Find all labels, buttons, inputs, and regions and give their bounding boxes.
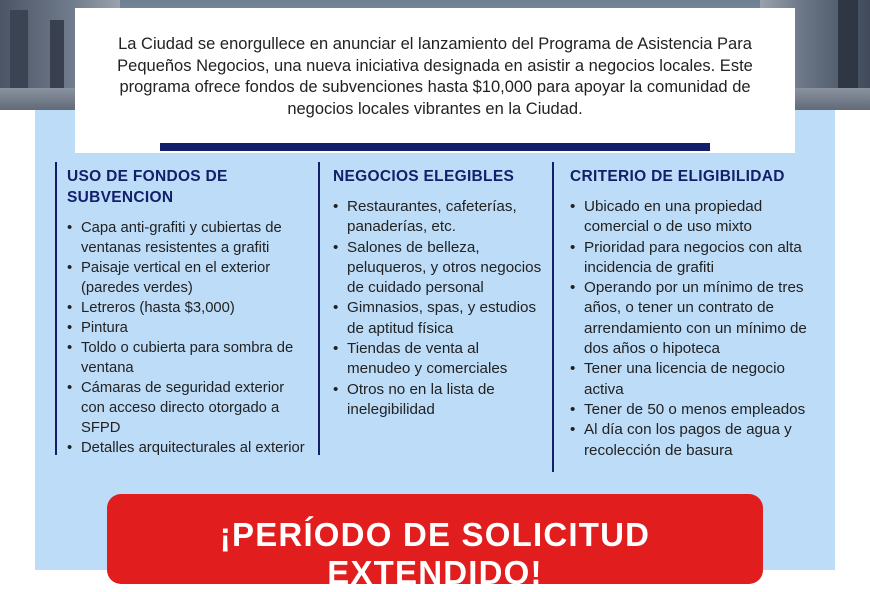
list-item: • Paisaje vertical en el exterior (paredes verdes) [67, 260, 271, 296]
bullet-icon: • [570, 279, 576, 297]
banner-text: ¡PERÍODO DE SOLICITUD EXTENDIDO! [219, 516, 651, 591]
list-item: • Tener una licencia de negocio activa [570, 360, 785, 398]
bullet-icon: • [67, 380, 73, 396]
column-criterio-de-eligibilidad [552, 162, 827, 472]
bullet-icon: • [333, 380, 339, 398]
intro-text: La Ciudad se enorgullece en anunciar el lanzamiento del Programa de Asistencia Para Pequeños Negocios, una nueva iniciativa designada en asistir a negocios locales. Este programa ofrece fondos de subvenciones hasta $10,000 para apoyar la comunidad de negocios locales vibrantes en la Ciudad. [117, 35, 753, 118]
bullet-icon: • [333, 198, 339, 215]
list-item: • Gimnasios, spas, y estudios de aptitud física [333, 299, 537, 337]
list-item: • Al día con los pagos de agua y recolección de basura [570, 421, 792, 459]
list-item: • Letreros (hasta $3,000) [67, 300, 235, 316]
list-item: • Tener de 50 o menos empleados [570, 400, 827, 420]
list-item: • Cámaras de seguridad exterior con acceso directo otorgado a SFPD [67, 380, 285, 436]
column-title: NEGOCIOS ELEGIBLES [333, 168, 515, 185]
bullet-icon: • [333, 238, 339, 256]
bullet-icon: • [67, 440, 73, 456]
list-item: • Restaurantes, cafeterías, panaderías, etc. [333, 198, 517, 236]
item-list [570, 197, 827, 461]
list-item: • Otros no en la lista de inelegibilidad [333, 380, 495, 418]
bullet-icon: • [67, 320, 73, 336]
list-item: • Pintura [67, 320, 128, 336]
list-item: • Capa anti-grafiti y cubiertas de ventanas resistentes a grafiti [67, 220, 282, 256]
bullet-icon: • [333, 299, 339, 317]
list-item: • Operando por un mínimo de tres años, o tener un contrato de arrendamiento con un mínimo de dos años o hipoteca [570, 279, 807, 358]
bullet-icon: • [67, 340, 73, 356]
list-item: • Prioridad para negocios con alta incidencia de grafiti [570, 238, 802, 276]
application-period-banner [107, 494, 763, 591]
bullet-icon: • [67, 260, 73, 276]
bullet-icon: • [333, 340, 339, 358]
bullet-icon: • [570, 400, 576, 418]
bullet-icon: • [570, 421, 576, 439]
column-title: CRITERIO DE ELIGIBILIDAD [570, 168, 785, 185]
bullet-icon: • [570, 238, 576, 256]
bullet-icon: • [67, 300, 73, 316]
column-uso-de-fondos [55, 162, 310, 455]
intro-divider [160, 143, 710, 151]
intro-box [75, 8, 795, 153]
column-title: USO DE FONDOS DE SUBVENCION [67, 168, 228, 206]
list-item: • Ubicado en una propiedad comercial o de uso mixto [570, 198, 763, 236]
bullet-icon: • [570, 198, 576, 215]
list-item: • Toldo o cubierta para sombra de ventana [67, 340, 294, 376]
list-item: • Salones de belleza, peluqueros, y otros negocios de cuidado personal [333, 238, 542, 297]
bullet-icon: • [67, 220, 73, 236]
list-item: • Tiendas de venta al menudeo y comerciales [333, 340, 508, 378]
column-negocios-elegibles [318, 162, 546, 455]
bullet-icon: • [570, 360, 576, 378]
item-list [67, 218, 310, 458]
list-item: • Detalles arquitecturales al exterior [67, 440, 305, 456]
item-list [333, 197, 546, 420]
